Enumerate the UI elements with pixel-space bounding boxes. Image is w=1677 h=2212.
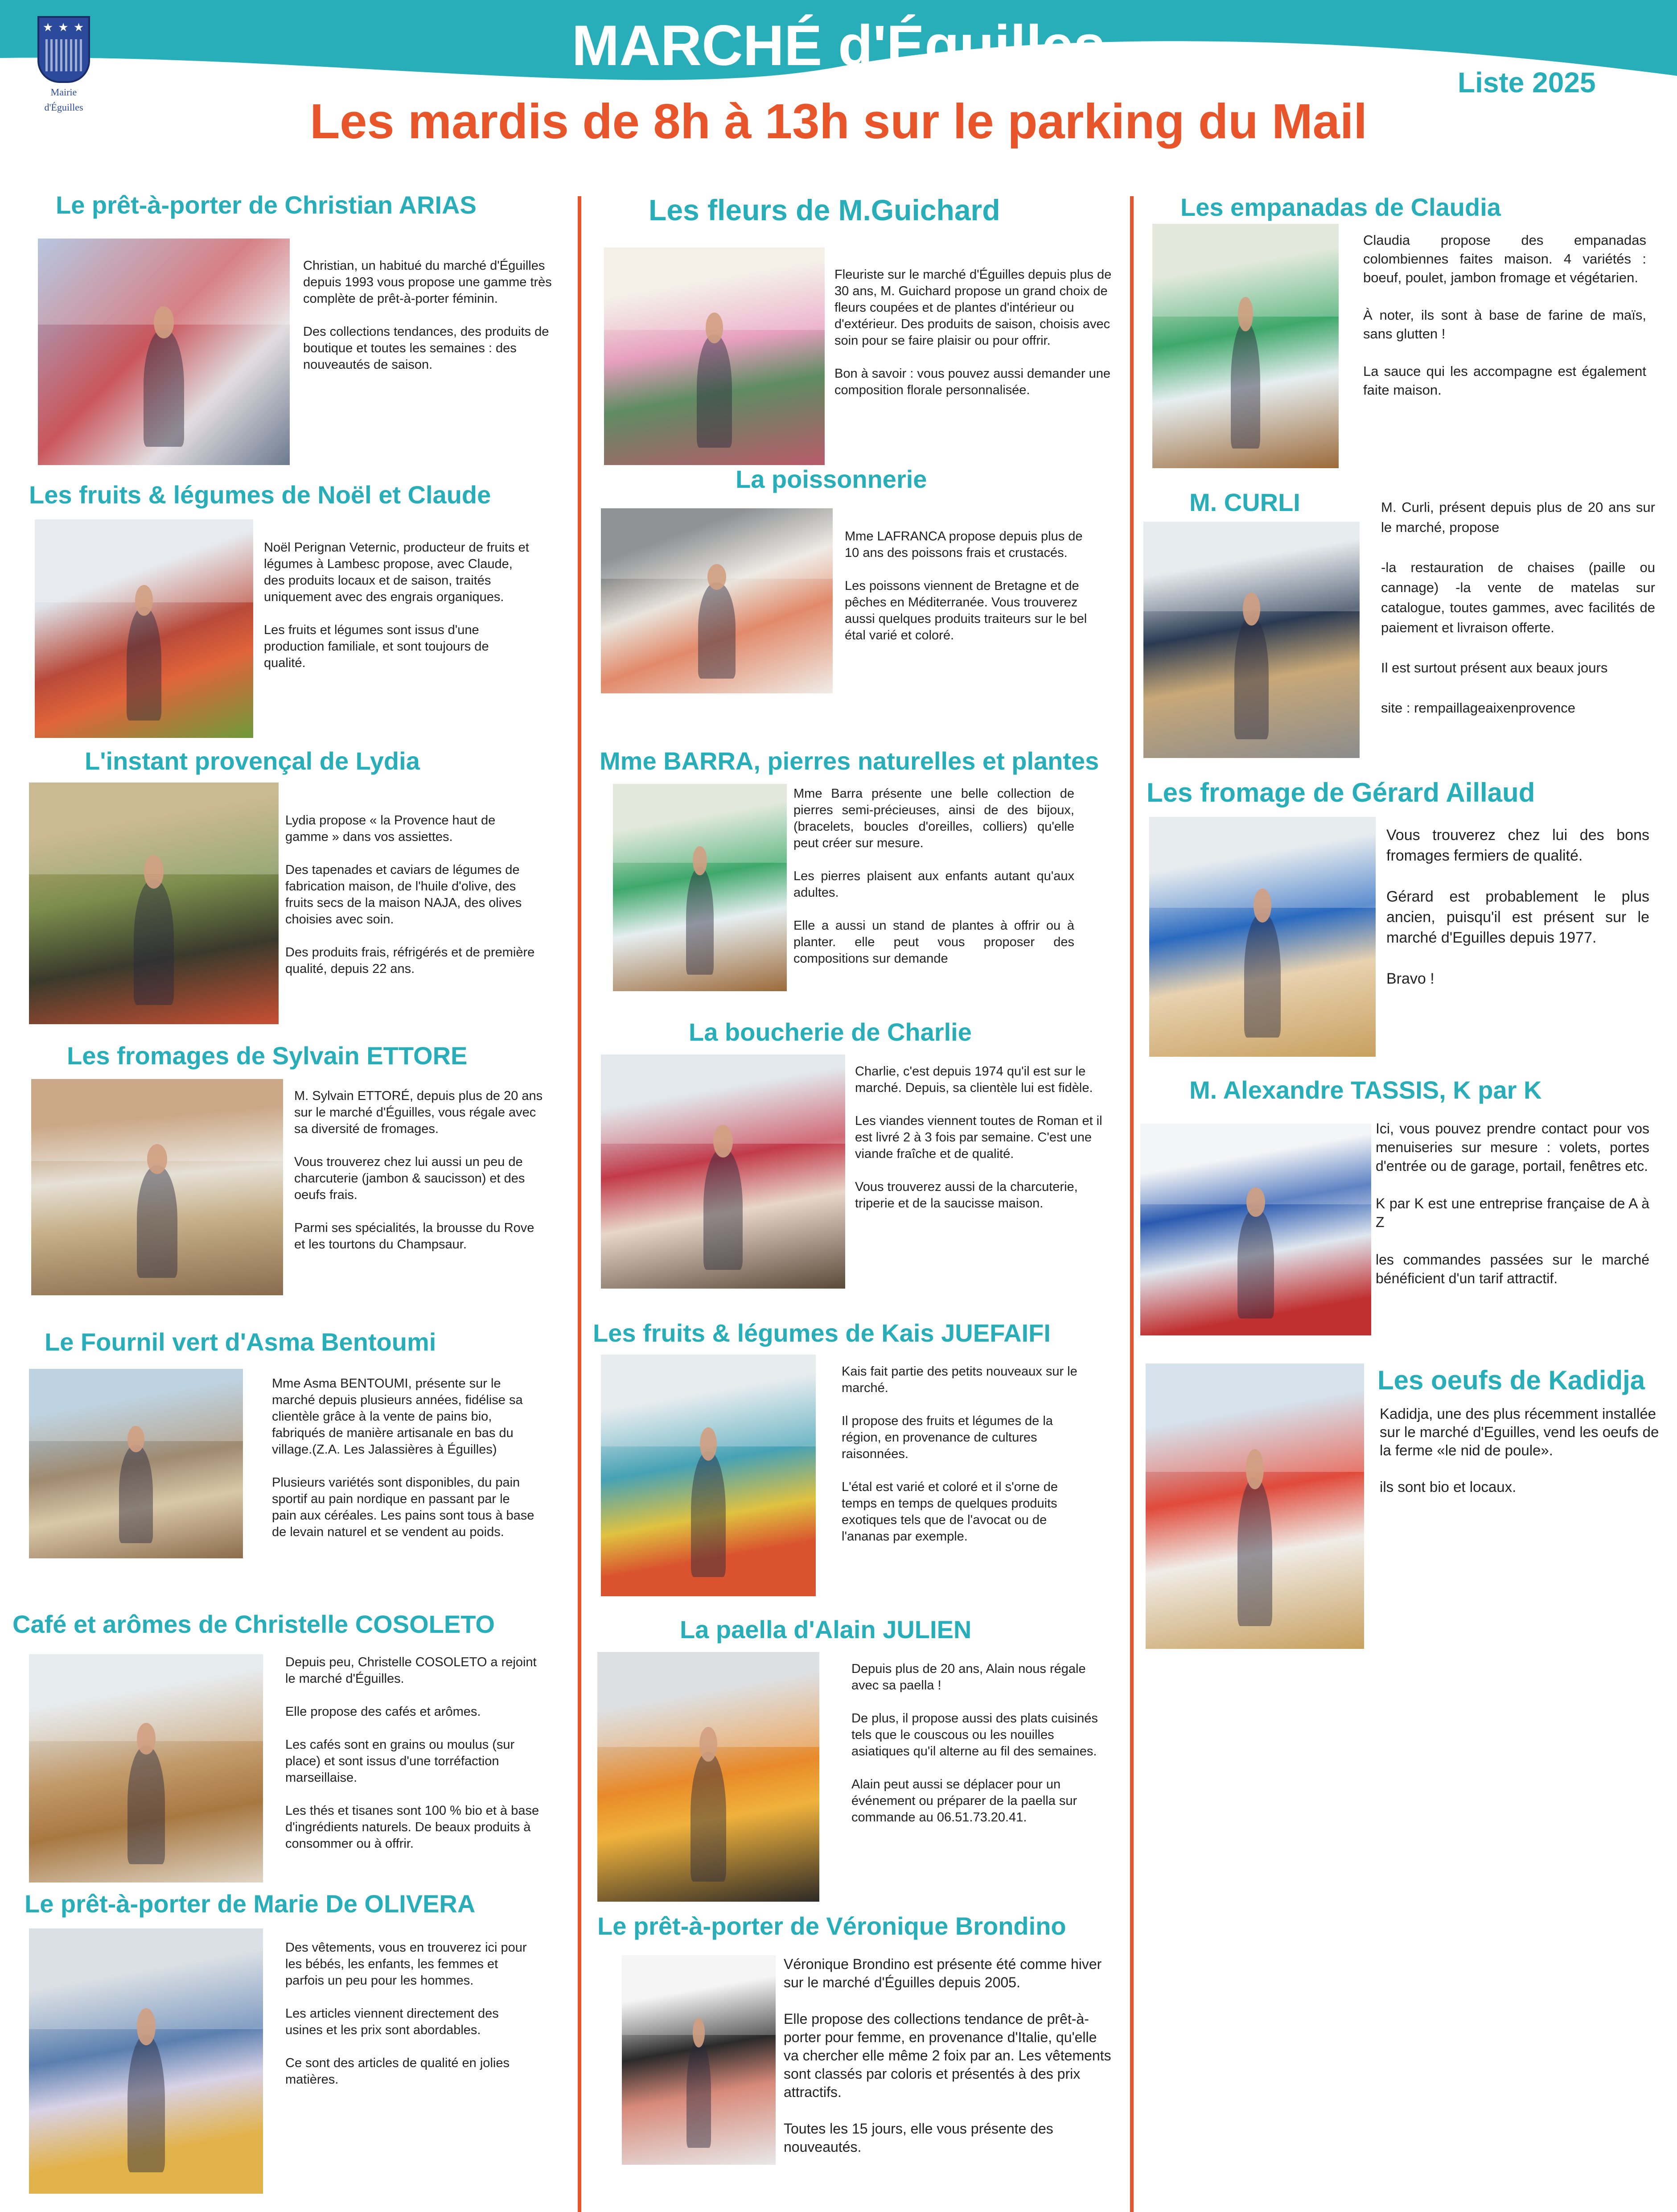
person-silhouette <box>698 582 735 679</box>
person-silhouette <box>1231 321 1261 449</box>
section-paragraph: Claudia propose des empanadas colombiennes faites maison. 4 variétés : boeuf, poulet, jambon fromage et végétarien. <box>1363 232 1646 285</box>
page-title: MARCHÉ d'Éguilles <box>571 14 1106 78</box>
person-head <box>1254 889 1272 922</box>
section-paragraph: K par K est une entreprise française de A à Z <box>1376 1195 1649 1230</box>
section-text <box>1380 1405 1669 1496</box>
vendor-photo <box>35 519 253 738</box>
person-head <box>147 1144 167 1174</box>
vendor-photo <box>622 1955 776 2165</box>
person-silhouette <box>144 329 184 447</box>
vendor-photo <box>597 1652 819 1902</box>
section-text <box>285 812 539 977</box>
section-title: Le prêt-à-porter de Christian ARIAS <box>56 191 477 219</box>
section-paragraph: Vous trouverez chez lui des bons fromages fermiers de qualité. <box>1386 827 1649 864</box>
section-text <box>272 1376 535 1541</box>
section-paragraph: Des collections tendances, des produits de boutique et toutes les semaines : des nouveautés de saison. <box>303 325 549 372</box>
section-text <box>303 258 553 373</box>
section-paragraph: Gérard est probablement le plus ancien, puisqu'il est présent sur le marché d'Eguilles depuis 1977. <box>1386 888 1649 946</box>
person-silhouette <box>127 2035 165 2172</box>
section-paragraph: Les poissons viennent de Bretagne et de pêches en Méditerranée. Vous trouverez aussi quelques produits traiteurs sur le bel étal varié et coloré. <box>845 579 1087 643</box>
vendor-photo <box>613 784 787 991</box>
vendor-photo <box>29 1369 243 1558</box>
section-title: L'instant provençal de Lydia <box>85 747 420 775</box>
section-paragraph: Toutes les 15 jours, elle vous présente des nouveautés. <box>784 2121 1053 2155</box>
section-text <box>1386 825 1649 989</box>
section-paragraph: Elle a aussi un stand de plantes à offrir ou à planter. elle peut vous proposer des compositions sur demande <box>793 919 1074 966</box>
section-text <box>1363 231 1646 400</box>
vendor-photo <box>601 1355 816 1596</box>
section-title: La poissonnerie <box>736 465 927 493</box>
year-label: Liste 2025 <box>1458 66 1596 99</box>
section-paragraph: Bravo ! <box>1386 970 1434 987</box>
section-paragraph: Mme Asma BENTOUMI, présente sur le marché depuis plusieurs années, fidélise sa clientèle grâce à la vente de pains bio, fabriqués de manière artisanale en bas du village.(Z.A. Les Jalassières à Éguilles) <box>272 1376 523 1457</box>
section-text <box>294 1088 548 1253</box>
section-paragraph: Les fruits et légumes sont issus d'une production familiale, et sont toujours de qualité. <box>264 623 489 670</box>
section-paragraph: M. Sylvain ETTORÉ, depuis plus de 20 ans sur le marché d'Éguilles, vous régale avec sa diversité de fromages. <box>294 1089 543 1136</box>
person-silhouette <box>127 607 161 721</box>
section-paragraph: De plus, il propose aussi des plats cuisinés tels que le couscous ou les nouilles asiatiques qu'il alterne au fil des semaines. <box>851 1711 1098 1759</box>
section-paragraph: Depuis plus de 20 ans, Alain nous régale avec sa paella ! <box>851 1662 1086 1693</box>
vendor-photo <box>1149 817 1376 1057</box>
vendor-photo <box>601 508 833 693</box>
section-paragraph: Elle propose des collections tendance de prêt-à-porter pour femme, en provenance d'Italie, qu'elle va chercher elle même 2 foix par an. Les vêtements sont classés par coloris et présentés à des prix attractifs. <box>784 2011 1111 2100</box>
section-paragraph: -la restauration de chaises (paille ou cannage) -la vente de matelas sur catalogue, toutes gammes, avec facilités de paiement et livraison offerte. <box>1381 560 1655 635</box>
vendor-photo <box>31 1079 283 1295</box>
section-paragraph: Vous trouverez aussi de la charcuterie, triperie et de la saucisse maison. <box>855 1180 1078 1211</box>
section-text <box>842 1363 1091 1545</box>
person-head <box>693 2018 705 2047</box>
section-text <box>1381 497 1655 718</box>
section-text <box>264 540 531 671</box>
section-title: Les fruits & légumes de Kais JUEFAIFI <box>593 1319 1051 1347</box>
person-head <box>127 1426 144 1453</box>
section-paragraph: Bon à savoir : vous pouvez aussi demander une composition florale personnalisée. <box>834 367 1111 397</box>
section-paragraph: Il est surtout présent aux beaux jours <box>1381 660 1608 676</box>
section-title: La boucherie de Charlie <box>689 1018 972 1046</box>
person-silhouette <box>1237 1208 1274 1318</box>
section-paragraph: Les cafés sont en grains ou moulus (sur place) et sont issus d'une torréfaction marseillaise. <box>285 1738 515 1785</box>
person-silhouette <box>137 1166 177 1278</box>
section-title: Les fromages de Sylvain ETTORE <box>67 1042 468 1070</box>
section-paragraph: Des tapenades et caviars de légumes de fabrication maison, de l'huile d'olive, des fruits secs de la maison NAJA, des olives choisies avec soin. <box>285 863 522 927</box>
person-head <box>137 2008 156 2045</box>
section-title: M. Alexandre TASSIS, K par K <box>1189 1076 1542 1104</box>
section-title: Le prêt-à-porter de Marie De OLIVERA <box>25 1890 476 1918</box>
section-paragraph: Des produits frais, réfrigérés et de première qualité, depuis 22 ans. <box>285 945 535 976</box>
section-paragraph: Fleuriste sur le marché d'Éguilles depuis plus de 30 ans, M. Guichard propose un grand choix de fleurs coupées et de plantes d'intérieur ou d'extérieur. Des produits de saison, choisis avec soin pour se faire plaisir ou pour offrir. <box>834 268 1112 348</box>
section-title: Mme BARRA, pierres naturelles et plantes <box>600 747 1099 775</box>
section-paragraph: Les thés et tisanes sont 100 % bio et à base d'ingrédients naturels. De beaux produits à consommer ou à offrir. <box>285 1804 539 1851</box>
section-paragraph: Noël Perignan Veternic, producteur de fruits et légumes à Lambesc propose, avec Claude, des produits locaux et de saison, traités uniquement avec des engrais organiques. <box>264 540 529 604</box>
person-silhouette <box>686 2039 711 2148</box>
section-text <box>851 1661 1101 1826</box>
section-text <box>285 1654 539 1852</box>
section-text <box>845 528 1094 644</box>
column-divider-right <box>1130 196 1134 2212</box>
column-divider-left <box>578 196 581 2212</box>
section-title: M. CURLI <box>1189 488 1300 516</box>
section-title: Les empanadas de Claudia <box>1180 193 1501 221</box>
person-silhouette <box>1237 1478 1272 1626</box>
person-head <box>699 1727 717 1762</box>
section-text <box>1376 1119 1649 1288</box>
person-head <box>707 564 726 590</box>
person-silhouette <box>1234 616 1269 739</box>
section-paragraph: Elle propose des cafés et arômes. <box>285 1705 481 1719</box>
person-silhouette <box>134 879 174 1005</box>
section-paragraph: Mme LAFRANCA propose depuis plus de 10 ans des poissons frais et crustacés. <box>845 529 1083 560</box>
section-paragraph: site : rempaillageaixenprovence <box>1381 700 1575 716</box>
person-silhouette <box>119 1445 153 1543</box>
vendor-photo <box>29 783 279 1024</box>
section-paragraph: Vous trouverez chez lui aussi un peu de charcuterie (jambon & saucisson) et des oeufs frais. <box>294 1155 525 1202</box>
section-paragraph: Les articles viennent directement des usines et les prix sont abordables. <box>285 2006 499 2037</box>
person-head <box>1246 1449 1263 1489</box>
person-head <box>135 585 152 616</box>
section-paragraph: À noter, ils sont à base de farine de maïs, sans glutten ! <box>1363 307 1646 342</box>
person-head <box>154 306 174 338</box>
vendor-photo <box>29 1654 263 1882</box>
section-paragraph: Les viandes viennent toutes de Roman et il est livré 2 à 3 fois par semaine. C'est une viande fraîche et de qualité. <box>855 1114 1102 1161</box>
section-title: Les fruits & légumes de Noël et Claude <box>29 481 491 509</box>
person-silhouette <box>127 1746 165 1864</box>
section-title: La paella d'Alain JULIEN <box>680 1615 972 1644</box>
section-paragraph: M. Curli, présent depuis plus de 20 ans sur le marché, propose <box>1381 499 1655 535</box>
section-paragraph: Kais fait partie des petits nouveaux sur le marché. <box>842 1364 1077 1395</box>
person-silhouette <box>1244 913 1280 1038</box>
person-silhouette <box>691 1451 725 1577</box>
section-text <box>285 1940 535 2088</box>
section-paragraph: Depuis peu, Christelle COSOLETO a rejoint le marché d'Éguilles. <box>285 1655 537 1686</box>
section-paragraph: Charlie, c'est depuis 1974 qu'il est sur le marché. Depuis, sa clientèle lui est fidèle. <box>855 1064 1093 1095</box>
section-title: Le Fournil vert d'Asma Bentoumi <box>45 1328 436 1356</box>
section-paragraph: ils sont bio et locaux. <box>1380 1479 1517 1495</box>
section-title: Les oeufs de Kadidja <box>1377 1365 1645 1395</box>
vendor-photo <box>601 1055 845 1289</box>
section-title: Café et arômes de Christelle COSOLETO <box>12 1610 495 1638</box>
page-subtitle: Les mardis de 8h à 13h sur le parking du Mail <box>310 94 1367 149</box>
section-paragraph: Ici, vous pouvez prendre contact pour vos menuiseries sur mesure : volets, portes d'entrée ou de garage, portail, fenêtres etc. <box>1376 1120 1649 1174</box>
section-paragraph: Kadidja, une des plus récemment installée sur le marché d'Eguilles, vend les oeufs de la ferme «le nid de poule». <box>1380 1405 1659 1458</box>
stars-icon: ★ ★ ★ <box>42 21 85 34</box>
section-paragraph: Véronique Brondino est présente été comme hiver sur le marché d'Éguilles depuis 2005. <box>784 1956 1102 1990</box>
section-paragraph: Christian, un habitué du marché d'Éguilles depuis 1993 vous propose une gamme très complète de prêt-à-porter féminin. <box>303 259 552 306</box>
logo-caption-line1: Mairie <box>50 87 77 98</box>
vendor-photo <box>604 247 825 465</box>
person-silhouette <box>703 1148 743 1270</box>
section-text <box>793 786 1074 967</box>
person-head <box>1238 297 1253 331</box>
section-paragraph: Ce sont des articles de qualité en jolies matières. <box>285 2056 510 2087</box>
person-head <box>713 1125 733 1158</box>
person-silhouette <box>697 334 732 448</box>
section-paragraph: Des vêtements, vous en trouverez ici pour les bébés, les enfants, les femmes et parfois un peu pour les hommes. <box>285 1940 527 1988</box>
section-title: Le prêt-à-porter de Véronique Brondino <box>597 1912 1066 1940</box>
section-text <box>834 267 1120 399</box>
person-head <box>137 1723 156 1755</box>
logo-caption-line2: d'Éguilles <box>44 102 83 113</box>
vendor-photo <box>1143 522 1360 758</box>
vendor-photo <box>1146 1363 1364 1649</box>
section-paragraph: Mme Barra présente une belle collection de pierres semi-précieuses, ainsi de des bijoux, (bracelets, boucles d'oreilles, colliers) qu'elle peut créer sur mesure. <box>793 787 1074 850</box>
person-head <box>693 846 707 875</box>
section-paragraph: Plusieurs variétés sont disponibles, du pain sportif au pain nordique en passant par le pain aux céréales. Les pains sont tous à base de levain naturel et se vendent au poids. <box>272 1475 534 1539</box>
vendor-photo <box>1140 1124 1371 1335</box>
vendor-photo <box>1152 224 1339 468</box>
vendor-photo <box>38 239 290 465</box>
section-text <box>784 1955 1114 2156</box>
section-paragraph: Parmi ses spécialités, la brousse du Rove et les tourtons du Champsaur. <box>294 1221 534 1252</box>
person-head <box>1246 1187 1265 1217</box>
person-head <box>1243 593 1260 626</box>
person-head <box>706 313 723 343</box>
section-title: Les fromage de Gérard Aillaud <box>1147 778 1535 807</box>
section-paragraph: La sauce qui les accompagne est également faite maison. <box>1363 363 1646 398</box>
section-title: Les fleurs de M.Guichard <box>649 194 1000 227</box>
section-paragraph: Lydia propose « la Provence haut de gamme » dans vos assiettes. <box>285 813 496 844</box>
section-paragraph: Les pierres plaisent aux enfants autant qu'aux adultes. <box>793 869 1074 900</box>
person-silhouette <box>686 867 714 975</box>
section-paragraph: les commandes passées sur le marché bénéficient d'un tarif attractif. <box>1376 1252 1649 1286</box>
section-paragraph: Alain peut aussi se déplacer pour un événement ou préparer de la paella sur commande au 06.51.73.20.41. <box>851 1777 1077 1825</box>
vendor-photo <box>29 1928 263 2194</box>
section-paragraph: Il propose des fruits et légumes de la région, en provenance de cultures raisonnées. <box>842 1414 1053 1461</box>
person-silhouette <box>691 1752 726 1882</box>
section-paragraph: L'étal est varié et coloré et il s'orne de temps en temps de quelques produits exotiques tels que de l'avocat ou de l'ananas par exemple. <box>842 1480 1058 1544</box>
section-text <box>855 1063 1105 1212</box>
